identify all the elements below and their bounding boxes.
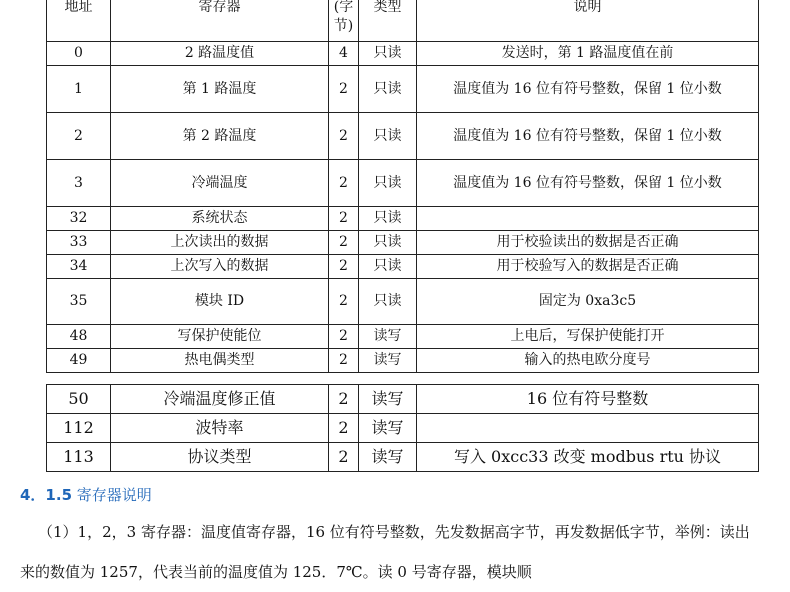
cell-type: 只读 [359,160,417,207]
cell-bytes: 2 [329,160,359,207]
cell-address: 33 [47,231,111,255]
table-row [47,349,759,373]
section-number: 4．1.5 [20,486,73,504]
cell-description: 温度值为 16 位有符号整数，保留 1 位小数 [417,66,759,113]
cell-description [417,414,759,443]
cell-bytes: 2 [329,207,359,231]
cell-address: 35 [47,279,111,325]
cell-type: 读写 [359,414,417,443]
table-row [47,443,759,472]
cell-description: 温度值为 16 位有符号整数，保留 1 位小数 [417,160,759,207]
cell-description: 写入 0xcc33 改变 modbus rtu 协议 [417,443,759,472]
cell-description [417,207,759,231]
cell-address: 3 [47,160,111,207]
cell-type: 只读 [359,66,417,113]
table-row [47,66,759,113]
cell-bytes: 2 [329,349,359,373]
cell-description: 输入的热电欧分度号 [417,349,759,373]
cell-address: 34 [47,255,111,279]
table-row [47,279,759,325]
cell-bytes: 2 [329,443,359,472]
cell-type: 只读 [359,231,417,255]
section-heading [20,484,152,505]
cell-register: 热电偶类型 [111,349,329,373]
cell-register: 上次读出的数据 [111,231,329,255]
cell-description: 16 位有符号整数 [417,385,759,414]
cell-bytes: 2 [329,325,359,349]
body-paragraph: （1）1，2，3 寄存器：温度值寄存器，16 位有符号整数，先发数据高字节，再发数据低字节，举例：读出来的数值为 1257，代表当前的温度值为 125．7℃。读 0 号寄存器，模块顺 [20,523,750,581]
section-title: 寄存器说明 [76,486,152,504]
cell-bytes: 4 [329,42,359,66]
cell-type: 只读 [359,279,417,325]
cell-register: 第 2 路温度 [111,113,329,160]
cell-type: 只读 [359,42,417,66]
cell-bytes: 2 [329,255,359,279]
cell-address: 1 [47,66,111,113]
cell-address: 112 [47,414,111,443]
cell-bytes: 2 [329,385,359,414]
table-row [47,207,759,231]
register-table [46,0,759,373]
cell-description: 温度值为 16 位有符号整数，保留 1 位小数 [417,113,759,160]
cell-bytes: 2 [329,414,359,443]
cell-register: 写保护使能位 [111,325,329,349]
table-row [47,325,759,349]
cell-address: 50 [47,385,111,414]
table-header-row [47,0,759,42]
cell-type: 只读 [359,255,417,279]
cell-address: 32 [47,207,111,231]
cell-address: 0 [47,42,111,66]
cell-register: 冷端温度 [111,160,329,207]
cell-register: 协议类型 [111,443,329,472]
cell-bytes: 2 [329,66,359,113]
cell-address: 113 [47,443,111,472]
cell-type: 只读 [359,207,417,231]
table-row [47,255,759,279]
header-type: 类型 [359,0,417,42]
table-row [47,42,759,66]
cell-type: 只读 [359,113,417,160]
header-register: 寄存器 [111,0,329,42]
table-row [47,385,759,414]
cell-register: 波特率 [111,414,329,443]
register-table-continued [46,384,759,472]
cell-address: 49 [47,349,111,373]
cell-bytes: 2 [329,231,359,255]
cell-description: 上电后，写保护使能打开 [417,325,759,349]
cell-register: 2 路温度值 [111,42,329,66]
cell-type: 读写 [359,385,417,414]
cell-type: 读写 [359,325,417,349]
table-row [47,414,759,443]
header-address: 地址 [47,0,111,42]
table-row [47,113,759,160]
cell-address: 2 [47,113,111,160]
header-description: 说明 [417,0,759,42]
cell-register: 第 1 路温度 [111,66,329,113]
cell-description: 用于校验读出的数据是否正确 [417,231,759,255]
cell-address: 48 [47,325,111,349]
cell-description: 用于校验写入的数据是否正确 [417,255,759,279]
cell-bytes: 2 [329,279,359,325]
cell-register: 冷端温度修正值 [111,385,329,414]
cell-register: 系统状态 [111,207,329,231]
table-row [47,160,759,207]
cell-bytes: 2 [329,113,359,160]
cell-description: 发送时，第 1 路温度值在前 [417,42,759,66]
cell-type: 读写 [359,349,417,373]
cell-register: 模块 ID [111,279,329,325]
header-bytes: (字 节) [329,0,359,42]
cell-description: 固定为 0xa3c5 [417,279,759,325]
table-row [47,231,759,255]
cell-register: 上次写入的数据 [111,255,329,279]
cell-type: 读写 [359,443,417,472]
